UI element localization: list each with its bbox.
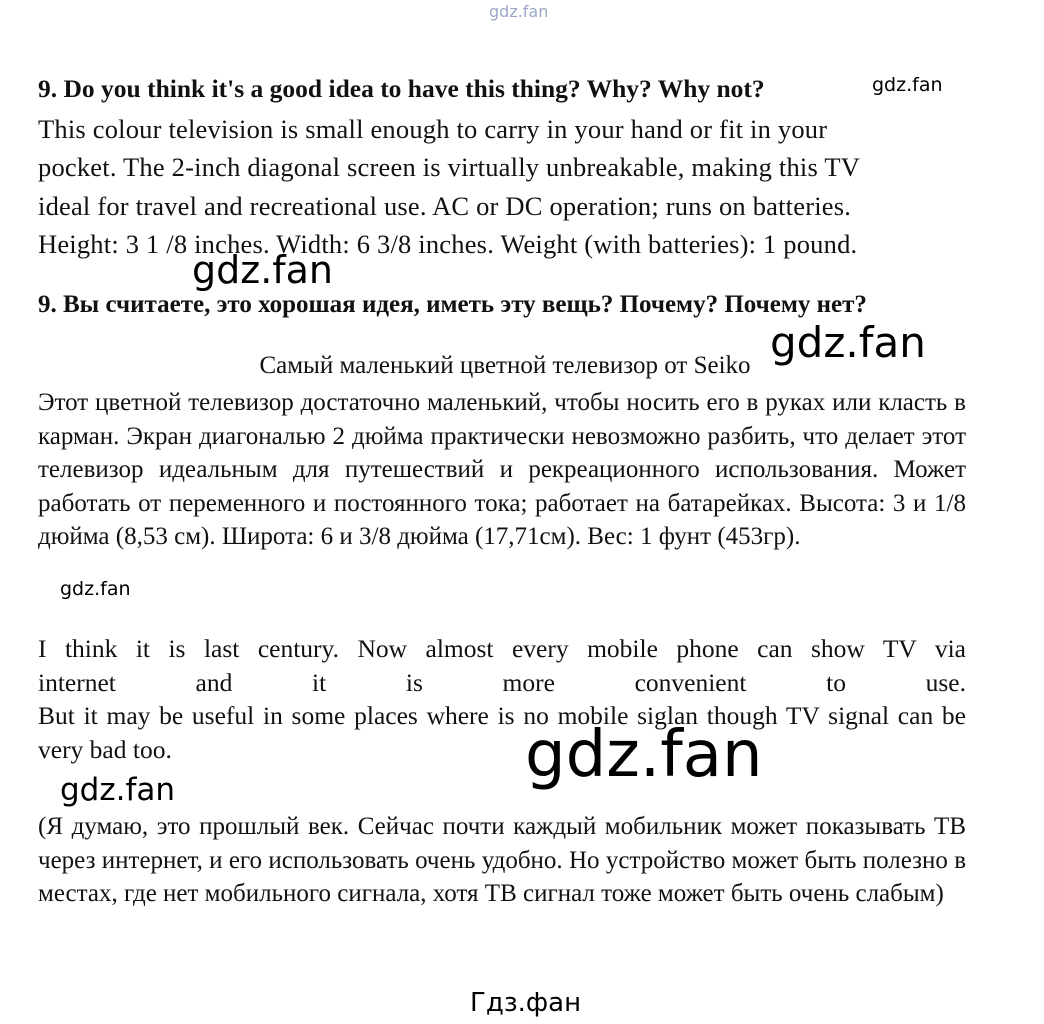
description-line: This colour television is small enough to carry in your hand or fit in your [38, 114, 828, 144]
watermark-top: gdz.fan [489, 2, 549, 21]
watermark: gdz.fan [60, 578, 131, 600]
watermark: gdz.fan [872, 74, 943, 96]
watermark: gdz.fan [525, 718, 763, 792]
answer-line: internet and it is more convenient to use. [38, 667, 966, 697]
watermark: gdz.fan [60, 772, 176, 808]
product-title-russian: Самый маленький цветной телевизор от Seiko [259, 352, 751, 379]
description-line: ideal for travel and recreational use. AC or DC operation; runs on batteries. [38, 190, 852, 221]
answer-russian: (Я думаю, это прошлый век. Сейчас почти каждый мобильник может показывать ТВ через интернет, и его использовать очень удобно. Но устройство может быть полезно в местах, где нет мобильного сигнала, хотя ТВ сигнал тоже может быть очень слабым) [38, 813, 966, 907]
question-russian: 9. Вы считаете, это хорошая идея, иметь эту вещь? Почему? Почему нет? [38, 291, 867, 318]
description-english [38, 110, 966, 264]
watermark-bottom: Гдз.фан [470, 988, 582, 1018]
watermark: gdz.fan [770, 318, 926, 367]
description-line: pocket. The 2-inch diagonal screen is virtually unbreakable, making this TV [38, 152, 861, 183]
question-english: 9. Do you think it's a good idea to have this thing? Why? Why not? [38, 74, 765, 103]
answer-line: I think it is last century. Now almost every mobile phone can show TV via [38, 634, 966, 663]
description-russian: Этот цветной телевизор достаточно маленький, чтобы носить его в руках или класть в карман. Экран диагональю 2 дюйма практически невозможно разбить, что делает этот телевизор идеальным для путешествий и рекреационного использования. Может работать от переменного и постоянного тока; работает на батарейках. Высота: 3 и 1/8 дюйма (8,53 см). Широта: 6 и 3/8 дюйма (17,71см). Вес: 1 фунт (453гр). [38, 389, 966, 550]
answer-line: But it may be useful in some places where is no mobile siglan though TV signal can be very bad too. [38, 701, 966, 764]
description-line: Height: 3 1 /8 inches. Width: 6 3/8 inches. Weight (with batteries): 1 pound. [38, 229, 858, 260]
watermark: gdz.fan [192, 248, 334, 292]
answer-english [38, 632, 966, 766]
